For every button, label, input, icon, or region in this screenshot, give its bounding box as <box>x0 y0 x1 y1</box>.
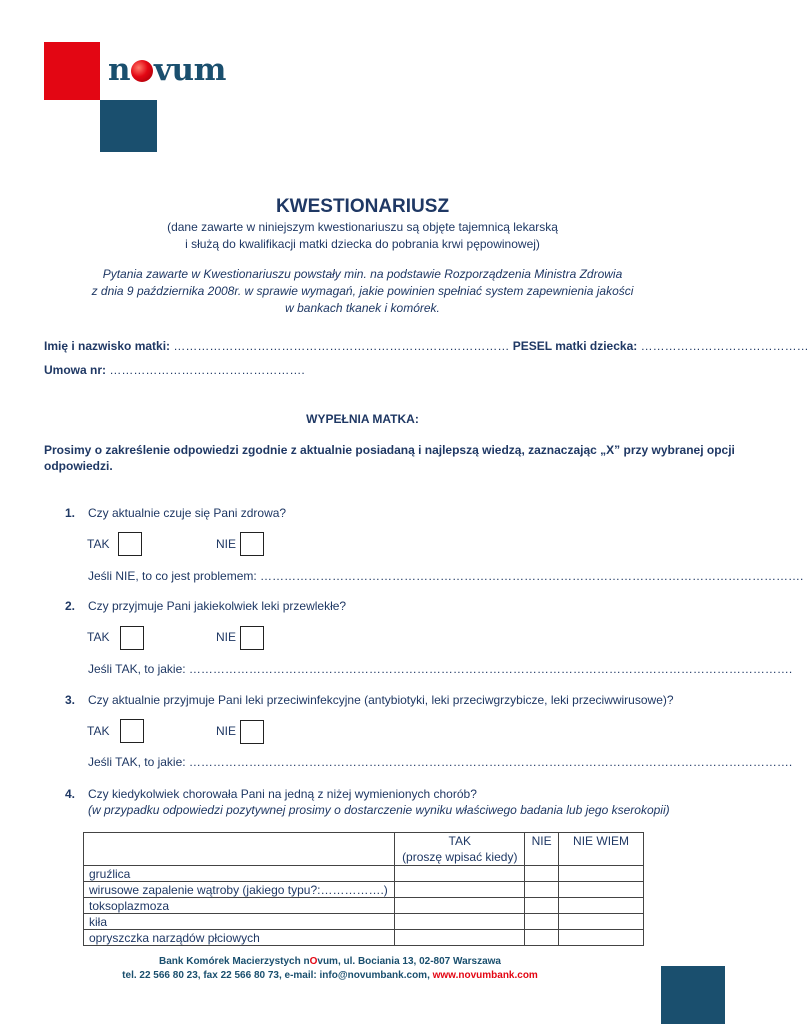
novum-logo: n vum <box>108 52 226 88</box>
q2-yes-checkbox[interactable] <box>120 626 144 650</box>
no-cell[interactable] <box>525 930 559 946</box>
mother-name-label: Imię i nazwisko matki: <box>44 339 171 353</box>
no-label: NIE <box>216 630 237 644</box>
confidentiality-note-2: i służą do kwalifikacji matki dziecka do pobrania krwi pępowinowej) <box>185 237 540 251</box>
corner-blue-square <box>661 966 725 1024</box>
q1-no-checkbox[interactable] <box>240 532 264 556</box>
yes-label: TAK <box>87 724 110 738</box>
legal-basis-2: z dnia 9 października 2008r. w sprawie wymagań, jakie powinien spełniać system zapewnienia jakości <box>91 284 634 298</box>
disease-name: kiła <box>84 914 395 930</box>
legal-basis-1: Pytania zawarte w Kwestionariuszu powstały min. na podstawie Rozporządzenia Ministra Zdrowia <box>102 267 623 281</box>
no-label: NIE <box>216 724 237 738</box>
yes-when-cell[interactable] <box>395 930 525 946</box>
page-title: KWESTIONARIUSZ <box>275 196 450 217</box>
q3-yes-checkbox[interactable] <box>120 719 144 743</box>
question-text: Czy aktualnie przyjmuje Pani leki przeciwinfekcyjne (antybiotyki, leki przeciwgrzybicze, leki przeciwwirusowe)? <box>88 693 674 707</box>
disease-table <box>83 832 644 946</box>
dont-know-column-header: NIE WIEM <box>559 833 644 866</box>
yes-when-cell[interactable] <box>395 914 525 930</box>
no-label: NIE <box>216 537 237 551</box>
disease-column-header <box>84 833 395 866</box>
logo-red-square <box>44 42 100 100</box>
question-number: 2. <box>65 599 76 613</box>
question-text: Czy aktualnie czuje się Pani zdrowa? <box>88 506 287 520</box>
disease-name: wirusowe zapalenie wątroby (jakiego typu?:…………….) <box>84 882 395 898</box>
dont-know-cell[interactable] <box>559 930 644 946</box>
dont-know-cell[interactable] <box>559 882 644 898</box>
mother-name-input[interactable]: ………………………………………………………………………… <box>173 339 510 353</box>
mother-name-field[interactable] <box>44 339 809 353</box>
contract-input[interactable]: …………………………………………. <box>109 363 305 377</box>
legal-basis-3: w bankach tkanek i komórek. <box>285 301 440 315</box>
footer-address: Bank Komórek Macierzystych nOvum, ul. Bociania 13, 02-807 Warszawa <box>158 956 501 967</box>
logo-ball-icon <box>131 60 153 82</box>
yes-label: TAK <box>87 630 110 644</box>
table-row <box>84 914 644 930</box>
pesel-input[interactable]: …………………………………… <box>640 339 809 353</box>
question-text: Czy przyjmuje Pani jakiekolwiek leki przewlekłe? <box>88 599 347 613</box>
q2-followup-field[interactable]: Jeśli TAK, to jakie: ……………………………………………………………………………………………………………………………………. <box>88 662 793 676</box>
q3-followup-field[interactable]: Jeśli TAK, to jakie: ……………………………………………………………………………………………………………………………………. <box>88 755 793 769</box>
q1-followup-field[interactable]: Jeśli NIE, to co jest problemem: ………………………………………………………………………………………………………………………. <box>88 569 804 583</box>
no-cell[interactable] <box>525 882 559 898</box>
yes-label: TAK <box>87 537 110 551</box>
yes-when-cell[interactable] <box>395 882 525 898</box>
table-header-row <box>84 833 644 866</box>
no-cell[interactable] <box>525 914 559 930</box>
question-number: 4. <box>65 787 76 801</box>
yes-when-column-header: TAK (proszę wpisać kiedy) <box>395 833 525 866</box>
website-link[interactable]: www.novumbank.com <box>432 970 538 981</box>
no-cell[interactable] <box>525 866 559 882</box>
disease-name: opryszczka narządów płciowych <box>84 930 395 946</box>
table-row <box>84 866 644 882</box>
pesel-label: PESEL matki dziecka: <box>512 339 638 353</box>
dont-know-cell[interactable] <box>559 866 644 882</box>
question-note: (w przypadku odpowiedzi pozytywnej prosimy o dostarczenie wyniku właściwego badania lub jego kserokopii) <box>88 803 670 817</box>
contract-label: Umowa nr: <box>44 363 107 377</box>
no-column-header: NIE <box>525 833 559 866</box>
question-number: 3. <box>65 693 76 707</box>
table-row <box>84 930 644 946</box>
instructions-line-1: Prosimy o zakreślenie odpowiedzi zgodnie z aktualnie posiadaną i najlepszą wiedzą, zaznaczając „X” przy wybranej opcji <box>44 443 735 457</box>
instructions-line-2: odpowiedzi. <box>44 459 113 473</box>
q1-yes-checkbox[interactable] <box>118 532 142 556</box>
dont-know-cell[interactable] <box>559 898 644 914</box>
logo-blue-square <box>100 100 157 152</box>
dont-know-cell[interactable] <box>559 914 644 930</box>
q3-no-checkbox[interactable] <box>240 720 264 744</box>
contract-field[interactable] <box>44 363 305 377</box>
table-row <box>84 882 644 898</box>
yes-when-cell[interactable] <box>395 898 525 914</box>
question-number: 1. <box>65 506 76 520</box>
table-row <box>84 898 644 914</box>
no-cell[interactable] <box>525 898 559 914</box>
yes-when-cell[interactable] <box>395 866 525 882</box>
disease-name: gruźlica <box>84 866 395 882</box>
question-text: Czy kiedykolwiek chorowała Pani na jedną z niżej wymienionych chorób? <box>88 787 477 801</box>
footer-contact: tel. 22 566 80 23, fax 22 566 80 73, e-mail: info@novumbank.com, www.novumbank.com <box>122 970 538 981</box>
q2-no-checkbox[interactable] <box>240 626 264 650</box>
confidentiality-note-1: (dane zawarte w niniejszym kwestionariuszu są objęte tajemnicą lekarską <box>167 220 558 234</box>
disease-name: toksoplazmoza <box>84 898 395 914</box>
fill-by-heading: WYPEŁNIA MATKA: <box>306 412 419 426</box>
